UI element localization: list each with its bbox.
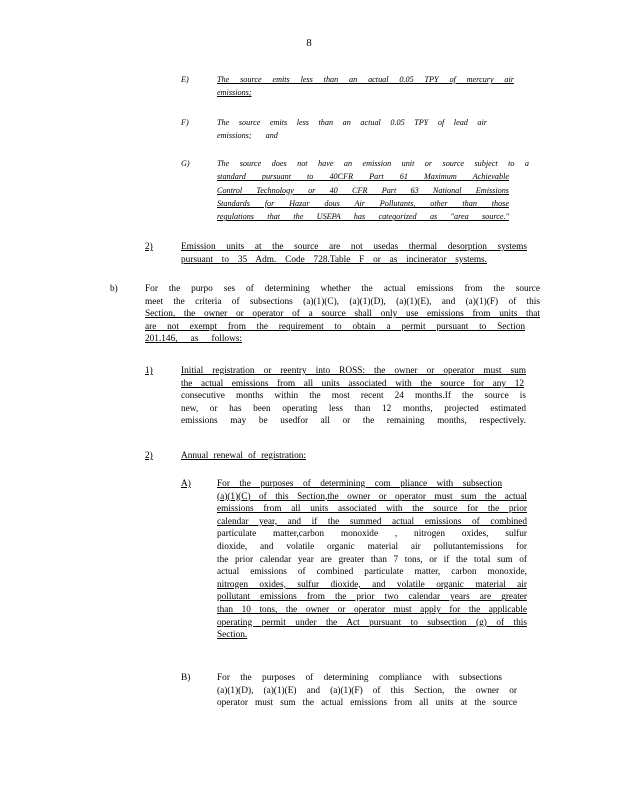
item-b2b-label: B) xyxy=(181,673,191,683)
item-f-line: The source emits less than an actual 0.05 TPY of lead air xyxy=(217,118,487,127)
item-b2a-line: For the purposes of determining com pliance with subsection xyxy=(217,479,502,489)
item-b2a-line: Section. xyxy=(217,630,248,641)
item-f-text xyxy=(217,116,487,143)
item-b2a-line: than 10 tons, the owner or operator must apply for the applicable xyxy=(217,604,527,615)
item-b2a-line: emissions from all units associated with the source for the prior xyxy=(217,504,527,515)
item-g-line: regulations that the USEPA has categorized as "area source." xyxy=(217,212,509,222)
item-b2-label: 2) xyxy=(145,451,153,461)
item-g-label: G) xyxy=(181,159,190,168)
item-b2a-line: nitrogen oxides, sulfur dioxide, and volatile organic material air xyxy=(217,579,527,590)
item-b2a-line: operating permit under the Act pursuant to subsection (g) of this xyxy=(217,617,527,628)
item-2-label: 2) xyxy=(145,242,153,252)
item-b-line: 201.146, as follows: xyxy=(145,334,242,345)
item-b2a-line: actual emissions of combined particulate matter, carbon monoxide, xyxy=(217,567,527,578)
item-b1-text xyxy=(181,365,526,428)
item-b1-line: consecutive months within the most recent 24 months.If the source is xyxy=(181,391,526,402)
item-b2a-text xyxy=(217,478,527,642)
item-b2b-line: operator must sum the actual emissions from all units at the source xyxy=(217,698,517,709)
item-b2-heading: Annual renewal of registration: xyxy=(181,451,306,461)
item-b2-heading-wrap xyxy=(181,450,341,463)
item-b-text xyxy=(145,283,540,346)
item-g-line: Control Technology or 40 CFR Part 63 National Emissions xyxy=(217,185,509,195)
item-b-line: For the purpo ses of determining whether the actual emissions from the source xyxy=(145,284,540,294)
item-e-text xyxy=(217,73,514,100)
item-2-text xyxy=(181,241,527,266)
item-g-line: Standards for Hazar dous Air Pollutants, other than those xyxy=(217,198,509,208)
item-b-line: Section, the owner or operator of a source shall only use emissions from units that xyxy=(145,309,540,320)
item-b2a-label: A) xyxy=(181,479,191,489)
item-g-line: The source does not have an emission unit or source subject to a xyxy=(217,159,529,168)
item-b1-label: 1) xyxy=(145,366,153,376)
item-b2a-line: dioxide, and volatile organic material air pollutantemissions for xyxy=(217,541,527,552)
item-b1-line: emissions may be usedfor all or the remaining months, respectively. xyxy=(181,416,526,427)
item-b1-line: new, or has been operating less than 12 months, projected estimated xyxy=(181,403,526,414)
item-b2a-line: particulate matter,carbon monoxide , nitrogen oxides, sulfur xyxy=(217,529,527,540)
item-b2a-line: the prior calendar year are greater than 7 tons, or if the total sum of xyxy=(217,554,527,565)
item-g-text xyxy=(217,157,529,223)
item-b2b-line: (a)(1)(D), (a)(1)(E) and (a)(1)(F) of this Section, the owner or xyxy=(217,685,517,696)
item-2-line: pursuant to 35 Adm. Code 728.Table F or as incinerator systems. xyxy=(181,254,487,265)
page-number: 8 xyxy=(306,37,312,49)
item-b2a-line: pollutant emissions from the prior two calendar years are greater xyxy=(217,592,527,603)
item-b2b-line: For the purposes of determining compliance with subsections xyxy=(217,673,502,683)
item-f-label: F) xyxy=(181,118,189,127)
item-b1-line: Initial registration or reentry into ROSS: the owner or operator must sum xyxy=(181,366,526,376)
item-b-line: are not exempt from the requirement to obtain a permit pursuant to Section xyxy=(145,321,525,332)
item-f-line: emissions; and xyxy=(217,131,278,141)
item-b2b-text xyxy=(217,672,517,710)
item-e-line: emissions; xyxy=(217,88,252,98)
item-2-line: Emission units at the source are not usedas thermal desorption systems xyxy=(181,242,527,252)
item-g-line: standard pursuant to 40CFR Part 61 Maximum Achievable xyxy=(217,172,509,182)
item-b-line: meet the criteria of subsections (a)(1)(C), (a)(1)(D), (a)(1)(E), and (a)(1)(F) of this xyxy=(145,296,540,307)
item-b1-line: the actual emissions from all units associated with the source for any 12 xyxy=(181,378,524,389)
item-b-label: b) xyxy=(110,284,118,294)
item-e-line: The source emits less than an actual 0.05 TPY of mercury air xyxy=(217,75,514,84)
item-b2a-line: (a)(1)(C) of this Section,the owner or operator must sum the actual xyxy=(217,491,527,502)
item-b2a-line: calendar year, and if the summed actual emissions of combined xyxy=(217,516,527,527)
item-e-label: E) xyxy=(181,75,189,84)
